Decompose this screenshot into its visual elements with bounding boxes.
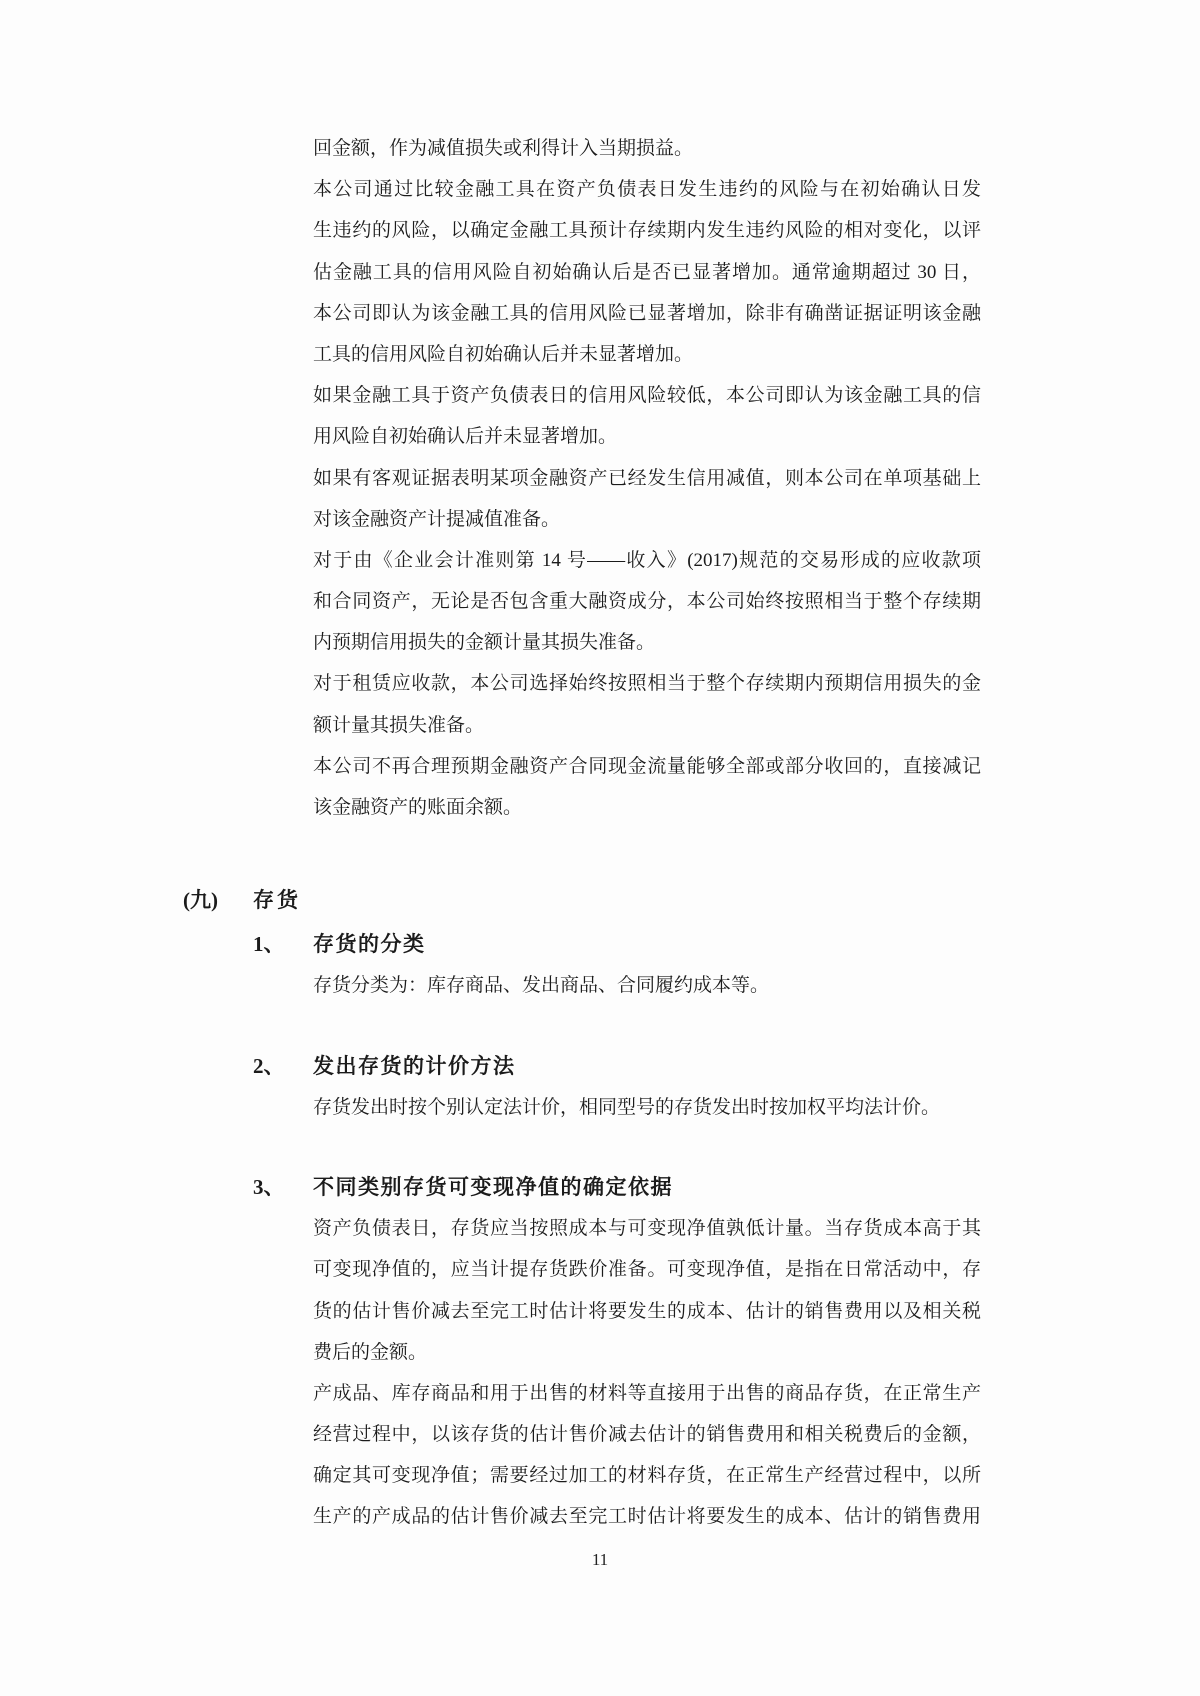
text-line: 本公司不再合理预期金融资产合同现金流量能够全部或部分收回的，直接减记 (313, 755, 981, 777)
subsection-number: 1、 (253, 932, 285, 957)
subsection-title: 发出存货的计价方法 (313, 1054, 516, 1078)
subsection-number: 3、 (253, 1174, 285, 1199)
text-line: 估金融工具的信用风险自初始确认后是否已显著增加。通常逾期超过 30 日， (313, 261, 981, 283)
text-line: 对于租赁应收款，本公司选择始终按照相当于整个存续期内预期信用损失的金 (313, 673, 981, 695)
text-line: 如果有客观证据表明某项金融资产已经发生信用减值，则本公司在单项基础上 (313, 467, 981, 489)
subsection-title: 不同类别存货可变现净值的确定依据 (313, 1175, 673, 1199)
text-line: 产成品、库存商品和用于出售的材料等直接用于出售的商品存货，在正常生产 (313, 1382, 981, 1404)
text-line: 本公司通过比较金融工具在资产负债表日发生违约的风险与在初始确认日发 (313, 179, 981, 201)
text-line: 经营过程中，以该存货的估计售价减去估计的销售费用和相关税费后的金额， (313, 1424, 981, 1446)
subsections-container (0, 924, 1200, 1537)
subsection-header (253, 924, 1200, 965)
section-spacer (0, 828, 1200, 876)
subsection-header (253, 1046, 1200, 1087)
text-line: 工具的信用风险自初始确认后并未显著增加。 (313, 343, 694, 365)
text-line: 存货分类为：库存商品、发出商品、合同履约成本等。 (313, 975, 770, 997)
subsection-header (253, 1167, 1200, 1208)
section-header (183, 876, 1200, 924)
text-line: 本公司即认为该金融工具的信用风险已显著增加，除非有确凿证据证明该金融 (313, 302, 981, 324)
text-line: 该金融资产的账面余额。 (313, 797, 523, 818)
text-line: 货的估计售价减去至完工时估计将要发生的成本、估计的销售费用以及相关税 (313, 1300, 981, 1322)
text-line: 确定其可变现净值；需要经过加工的材料存货，在正常生产经营过程中，以所 (313, 1465, 981, 1487)
subsection-body (313, 965, 981, 1006)
subsection-title: 存货的分类 (313, 933, 426, 957)
text-line: 和合同资产，无论是否包含重大融资成分，本公司始终按照相当于整个存续期 (313, 591, 981, 613)
text-line: 回金额，作为减值损失或利得计入当期损益。 (313, 138, 694, 159)
text-line: 对该金融资产计提减值准备。 (313, 508, 561, 530)
text-line: 生违约的风险，以确定金融工具预计存续期内发生违约风险的相对变化，以评 (313, 220, 981, 242)
subsection-body (313, 1087, 981, 1128)
section-label: (九) (183, 888, 218, 913)
text-line: 生产的产成品的估计售价减去至完工时估计将要发生的成本、估计的销售费用 (313, 1506, 981, 1528)
text-line: 可变现净值的，应当计提存货跌价准备。可变现净值，是指在日常活动中，存 (313, 1259, 981, 1281)
subsection-body (313, 1208, 981, 1538)
text-line: 内预期信用损失的金额计量其损失准备。 (313, 632, 656, 654)
text-line: 费后的金额。 (313, 1341, 428, 1363)
text-line: 如果金融工具于资产负债表日的信用风险较低，本公司即认为该金融工具的信 (313, 385, 981, 407)
text-line: 额计量其损失准备。 (313, 714, 485, 736)
text-line: 存货发出时按个别认定法计价，相同型号的存货发出时按加权平均法计价。 (313, 1096, 941, 1118)
subsection-number: 2、 (253, 1053, 285, 1078)
intro-paragraphs (313, 128, 981, 828)
text-line: 用风险自初始确认后并未显著增加。 (313, 426, 618, 448)
page-number: 11 (591, 1550, 609, 1569)
subsection-spacer (0, 1128, 1200, 1167)
section-title: 存货 (253, 889, 301, 913)
text-line: 资产负债表日，存货应当按照成本与可变现净值孰低计量。当存货成本高于其 (313, 1218, 981, 1240)
subsection-spacer (0, 1007, 1200, 1046)
text-line: 对于由《企业会计准则第 14 号——收入》(2017)规范的交易形成的应收款项 (313, 549, 981, 571)
